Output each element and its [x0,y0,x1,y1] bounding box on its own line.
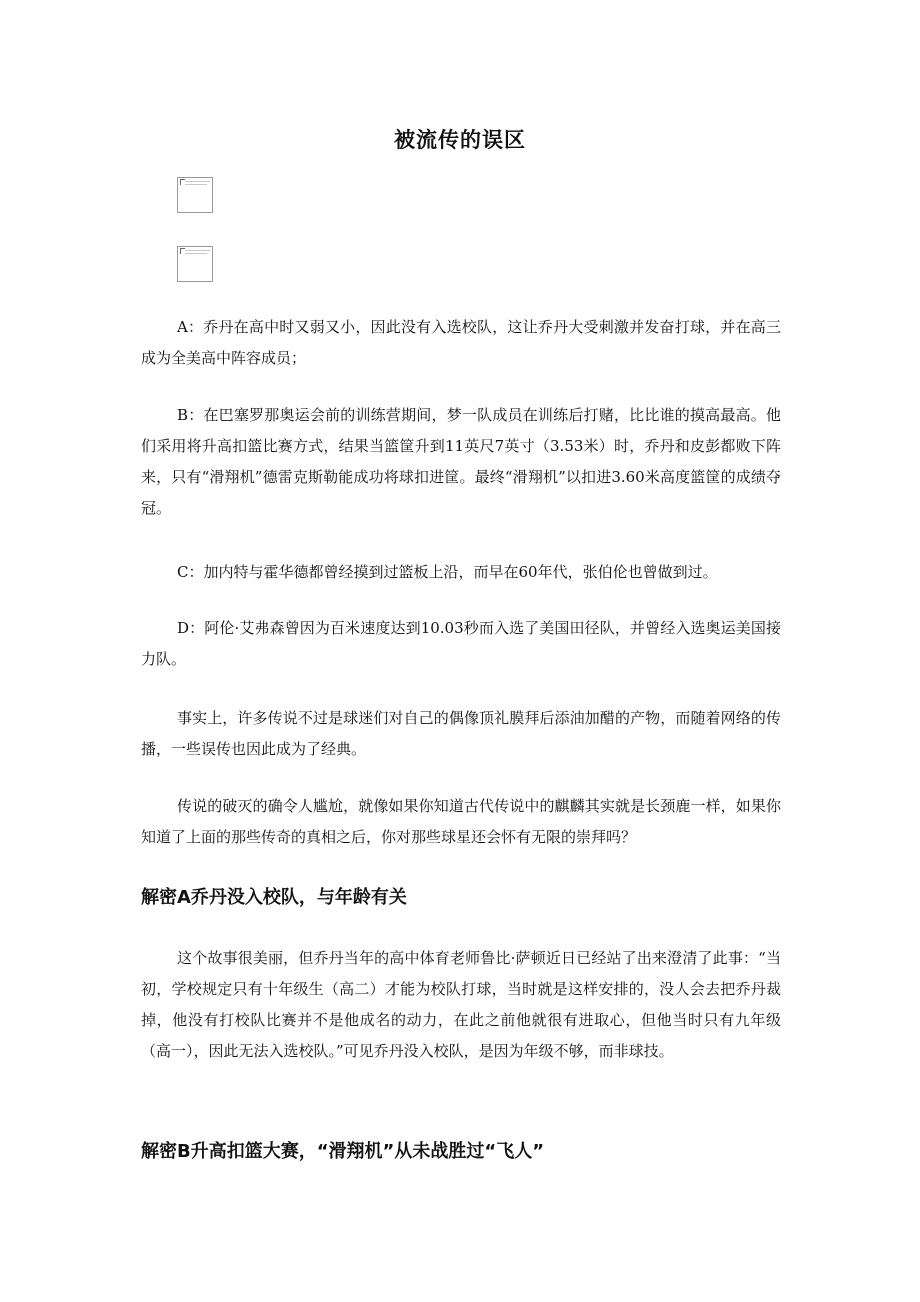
section-a-paragraph: 这个故事很美丽，但乔丹当年的高中体育老师鲁比·萨顿近日已经站了出来澄清了此事：“当初，学校规定只有十年级生（高二）才能为校队打球，当时就是这样安排的，没人会去把乔丹裁掉，他没有打校队比赛并不是他成名的动力，在此之前他就很有进取心，但他当时只有九年级（高一），因此无法入选校队。”可见乔丹没入校队，是因为年级不够，而非球技。 [141,949,781,1060]
paragraph-d: D：阿伦·艾弗森曾因为百米速度达到10.03秒而入选了美国田径队，并曾经入选奥运美国接力队。 [141,619,781,668]
paragraph-legend: 传说的破灭的确令人尴尬，就像如果你知道古代传说中的麒麟其实就是长颈鹿一样，如果你知道了上面的那些传奇的真相之后，你对那些球星还会怀有无限的崇拜吗？ [141,797,781,846]
section-b-heading: 解密B升高扣篮大赛，“滑翔机”从未战胜过“飞人” [141,1141,545,1162]
paragraph-c: C：加内特与霍华德都曾经摸到过篮板上沿，而早在60年代，张伯伦也曾做到过。 [177,563,718,581]
paragraph-a: A：乔丹在高中时又弱又小，因此没有入选校队，这让乔丹大受刺激并发奋打球，并在高三成为全美高中阵容成员； [141,318,781,367]
page-title: 被流传的误区 [394,128,526,152]
paragraph-fact: 事实上，许多传说不过是球迷们对自己的偶像顶礼膜拜后添油加醋的产物，而随着网络的传播，一些误传也因此成为了经典。 [141,709,781,758]
broken-image-icon [177,177,213,213]
broken-image-icon [177,246,213,282]
paragraph-b: B：在巴塞罗那奥运会前的训练营期间，梦一队成员在训练后打赌，比比谁的摸高最高。他们采用将升高扣篮比赛方式，结果当篮筐升到11英尺7英寸（3.53米）时，乔丹和皮彭都败下阵来，只有“滑翔机”德雷克斯勒能成功将球扣进筐。最终“滑翔机”以扣进3.60米高度篮筐的成绩夺冠。 [141,406,781,517]
section-a-heading: 解密A乔丹没入校队，与年龄有关 [141,887,407,908]
